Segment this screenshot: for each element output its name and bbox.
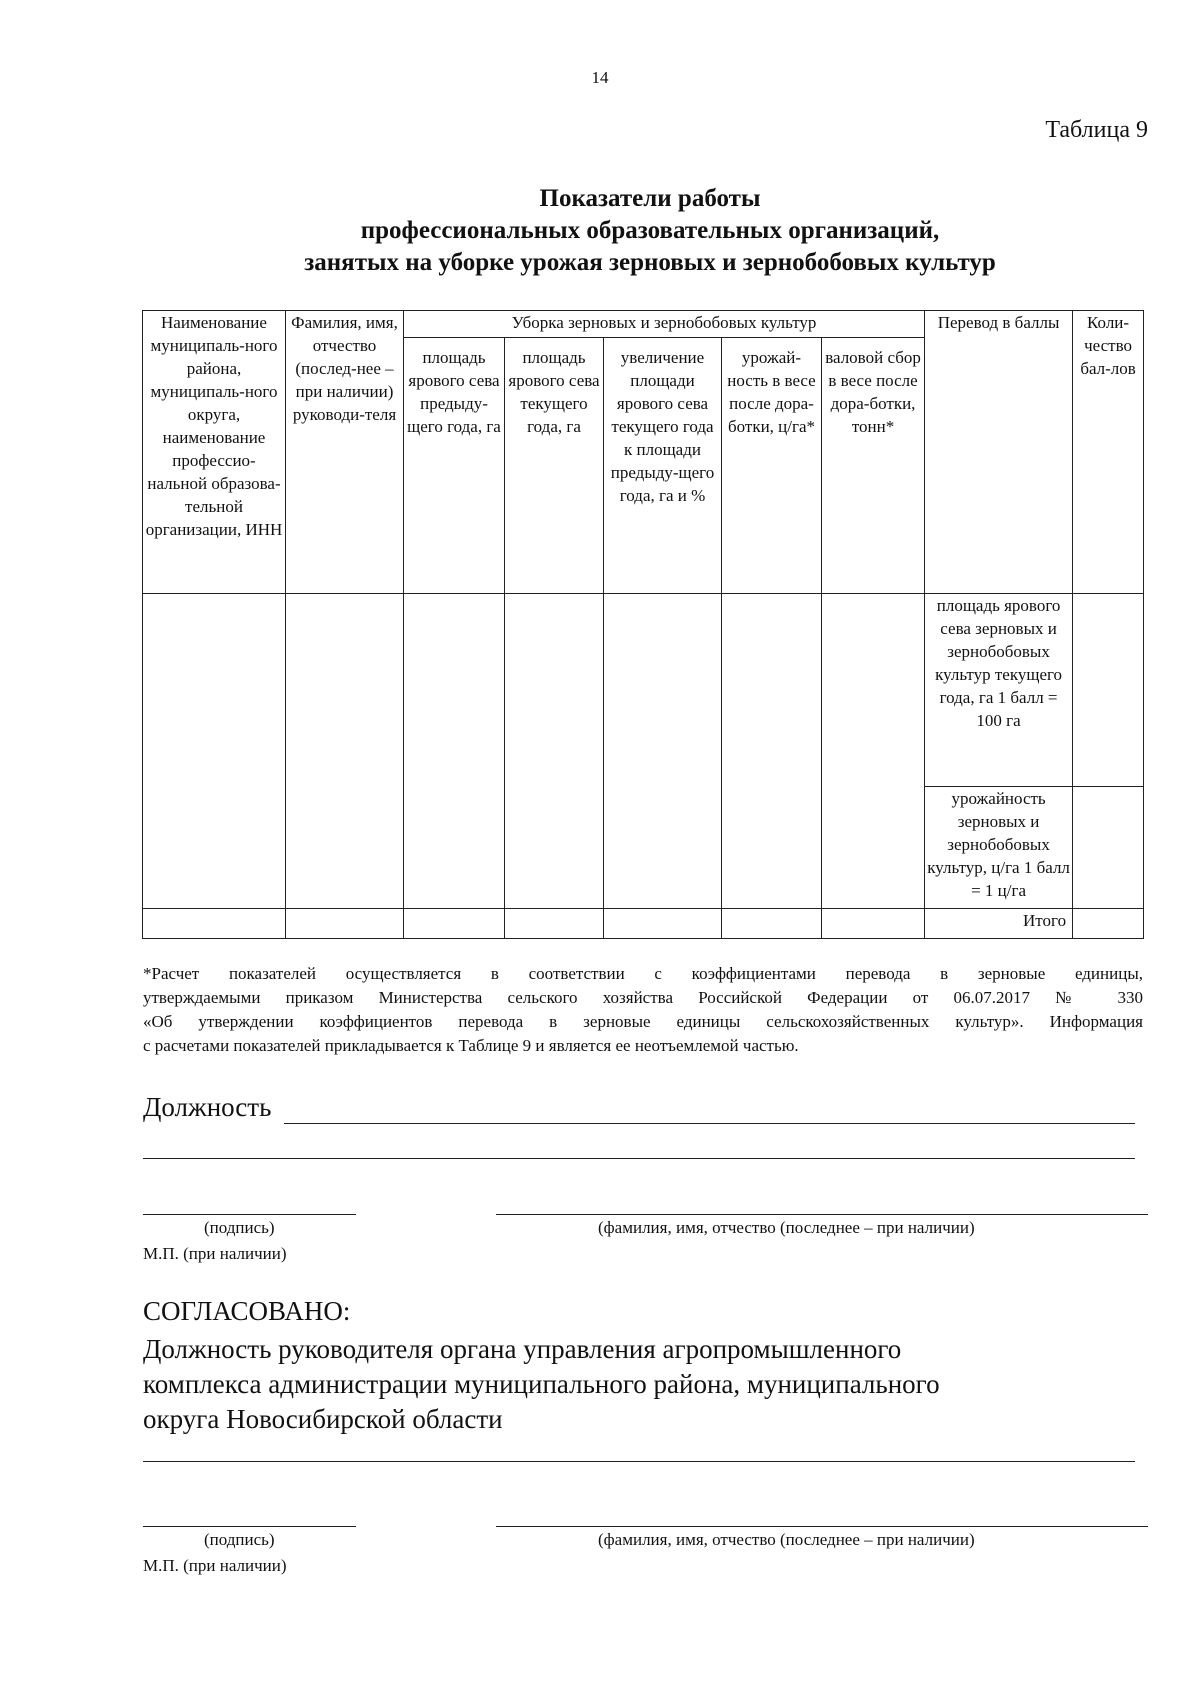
cell-total-points[interactable] xyxy=(1073,909,1144,939)
signature-caption: (подпись) xyxy=(204,1218,275,1237)
cell-points-area[interactable] xyxy=(1073,594,1144,787)
title-line-2: профессиональных образовательных организаций, xyxy=(360,217,940,244)
footnote-line-3: «Об утверждении коэффициентов перевода в зерновые единицы сельскохозяйственных культур». Информация xyxy=(143,1012,1143,1031)
agreed-position-line[interactable] xyxy=(143,1461,1135,1462)
title-line-1: Показатели работы xyxy=(539,185,761,212)
header-prev-area: площадь ярового сева предыду-щего года, га xyxy=(404,338,505,594)
cell-total-1[interactable] xyxy=(143,909,286,939)
header-harvest-group: Уборка зерновых и зернобобовых культур xyxy=(404,311,925,338)
table-row xyxy=(143,594,1144,787)
signature-line[interactable] xyxy=(143,1214,356,1215)
agreed-name-line[interactable] xyxy=(496,1526,1148,1527)
name-caption: (фамилия, имя, отчество (последнее – при наличии) xyxy=(598,1218,975,1237)
table-row-total xyxy=(143,909,1144,939)
cell-total-3[interactable] xyxy=(404,909,505,939)
cell-gross-harvest[interactable] xyxy=(822,594,925,909)
score-criterion-area: площадь ярового сева зерновых и зернобобовых культур текущего года, га 1 балл = 100 га xyxy=(925,594,1073,787)
header-gross-harvest: валовой сбор в весе после дора-ботки, тонн* xyxy=(822,338,925,594)
agreed-stamp-note: М.П. (при наличии) xyxy=(143,1556,287,1575)
agreed-heading: СОГЛАСОВАНО: xyxy=(143,1296,351,1326)
header-yield: урожай-ность в весе после дора-ботки, ц/га* xyxy=(722,338,822,594)
total-label: Итого xyxy=(925,909,1073,939)
position-input-line-2[interactable] xyxy=(143,1158,1135,1159)
header-area-increase: увеличение площади ярового сева текущего года к площади предыду-щего года, га и % xyxy=(604,338,722,594)
cell-prev-area[interactable] xyxy=(404,594,505,909)
cell-area-increase[interactable] xyxy=(604,594,722,909)
cell-total-2[interactable] xyxy=(286,909,404,939)
cell-yield[interactable] xyxy=(722,594,822,909)
agreed-line-2: комплекса администрации муниципального района, муниципального xyxy=(143,1369,940,1399)
cell-director-name[interactable] xyxy=(286,594,404,909)
cell-total-6[interactable] xyxy=(722,909,822,939)
header-director-name: Фамилия, имя, отчество (послед-нее – при наличии) руководи-теля xyxy=(286,311,404,594)
header-points-count: Коли-чество бал-лов xyxy=(1073,311,1144,594)
agreed-signature-line[interactable] xyxy=(143,1526,356,1527)
footnote-line-4: с расчетами показателей прикладывается к Таблице 9 и является ее неотъемлемой частью. xyxy=(143,1036,799,1055)
cell-organization[interactable] xyxy=(143,594,286,909)
agreed-signature-caption: (подпись) xyxy=(204,1530,275,1549)
header-points-conversion: Перевод в баллы xyxy=(925,311,1073,594)
footnote-line-1: *Расчет показателей осуществляется в соответствии с коэффициентами перевода в зерновые единицы, xyxy=(143,964,1143,983)
cell-total-4[interactable] xyxy=(505,909,604,939)
title-line-3: занятых на уборке урожая зерновых и зернобобовых культур xyxy=(304,249,996,276)
cell-total-7[interactable] xyxy=(822,909,925,939)
footnote xyxy=(143,962,1143,1058)
page-number: 14 xyxy=(591,68,609,87)
agreed-line-1: Должность руководителя органа управления агропромышленного xyxy=(143,1334,902,1364)
header-current-area: площадь ярового сева текущего года, га xyxy=(505,338,604,594)
indicators-table xyxy=(142,310,1144,939)
cell-current-area[interactable] xyxy=(505,594,604,909)
cell-total-5[interactable] xyxy=(604,909,722,939)
stamp-note: М.П. (при наличии) xyxy=(143,1244,287,1263)
position-input-line[interactable] xyxy=(284,1123,1135,1124)
agreed-line-3: округа Новосибирской области xyxy=(143,1404,503,1434)
agreed-name-caption: (фамилия, имя, отчество (последнее – при наличии) xyxy=(598,1530,975,1549)
table-label: Таблица 9 xyxy=(1045,117,1148,143)
footnote-line-2: утверждаемыми приказом Министерства сельского хозяйства Российской Федерации от 06.07.2017 № 330 xyxy=(143,988,1143,1007)
score-criterion-yield: урожайность зерновых и зернобобовых культур, ц/га 1 балл = 1 ц/га xyxy=(925,787,1073,909)
cell-points-yield[interactable] xyxy=(1073,787,1144,909)
position-label: Должность xyxy=(143,1092,272,1122)
name-line[interactable] xyxy=(496,1214,1148,1215)
header-organization: Наименование муниципаль-ного района, муниципаль-ного округа, наименование профессио-нальной образова-тельной организации, ИНН xyxy=(143,311,286,594)
